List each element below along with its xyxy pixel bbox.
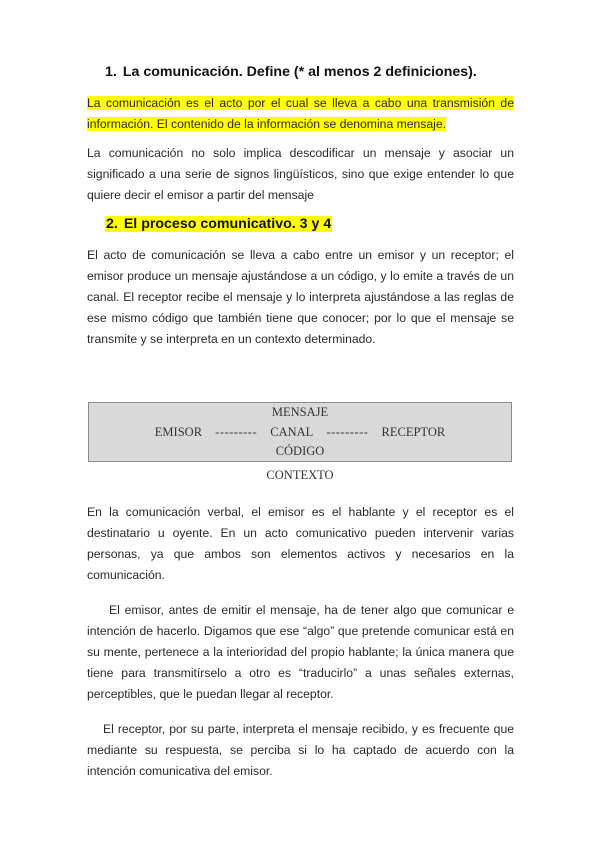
diagram-receptor: RECEPTOR — [381, 425, 446, 439]
diagram-mensaje: MENSAJE — [271, 405, 329, 419]
diagram-codigo: CÓDIGO — [275, 444, 325, 458]
section-1-number: 1. — [105, 64, 117, 80]
section-1-title: La comunicación. Define (* al menos 2 definiciones). — [122, 64, 477, 80]
section-2-number: 2. — [106, 216, 118, 232]
diagram-contexto: CONTEXTO — [266, 468, 334, 482]
section-2-highlight — [105, 216, 332, 232]
receptor-paragraph: El receptor, por su parte, interpreta el mensaje recibido, y es frecuente que mediante su respuesta, se perciba si lo ha captado de acuerdo con la intención comunicativa del emisor. — [87, 722, 514, 778]
section-2-title: El proceso comunicativo. 3 y 4 — [123, 216, 332, 232]
diagram-dash-left: --------- — [215, 425, 258, 439]
diagram-dash-right: --------- — [326, 425, 369, 439]
section-1-heading — [105, 62, 514, 82]
diagram-canal: CANAL — [270, 425, 314, 439]
diagram-emisor: EMISOR — [154, 425, 203, 439]
highlighted-definition-text: La comunicación es el acto por el cual se lleva a cabo una transmisión de información. El contenido de la información se denomina mensaje. — [87, 96, 514, 131]
communication-diagram — [88, 402, 512, 462]
upper-content — [87, 62, 514, 350]
section-2-heading — [105, 214, 514, 234]
verbal-communication-paragraph: En la comunicación verbal, el emisor es el hablante y el receptor es el destinatario u oyente. En un acto comunicativo pueden intervenir varias personas, ya que ambos son elementos activos y necesarios en la comunicación. — [87, 505, 514, 582]
emisor-paragraph: El emisor, antes de emitir el mensaje, ha de tener algo que comunicar e intención de hacerlo. Digamos que ese “algo” que pretende comunicar está en su mente, pertenece a la interioridad del propio hablante; la única manera que tiene para transmitírselo a otro es “traducirlo” a unas señales externas, perceptibles, que le puedan llegar al receptor. — [87, 603, 514, 701]
lower-content — [87, 502, 514, 782]
definition-paragraph: La comunicación no solo implica descodificar un mensaje y asociar un significado a una serie de signos lingüísticos, sino que exige entender lo que quiere decir el emisor a partir del mensaje — [87, 146, 514, 202]
process-paragraph: El acto de comunicación se lleva a cabo entre un emisor y un receptor; el emisor produce un mensaje ajustándose a un código, y lo emite a través de un canal. El receptor recibe el mensaje y lo interpreta ajustándose a las reglas de ese mismo código que también tiene que conocer; por lo que el mensaje se transmite y se interpreta en un contexto determinado. — [87, 248, 514, 346]
highlighted-definition — [87, 93, 514, 135]
